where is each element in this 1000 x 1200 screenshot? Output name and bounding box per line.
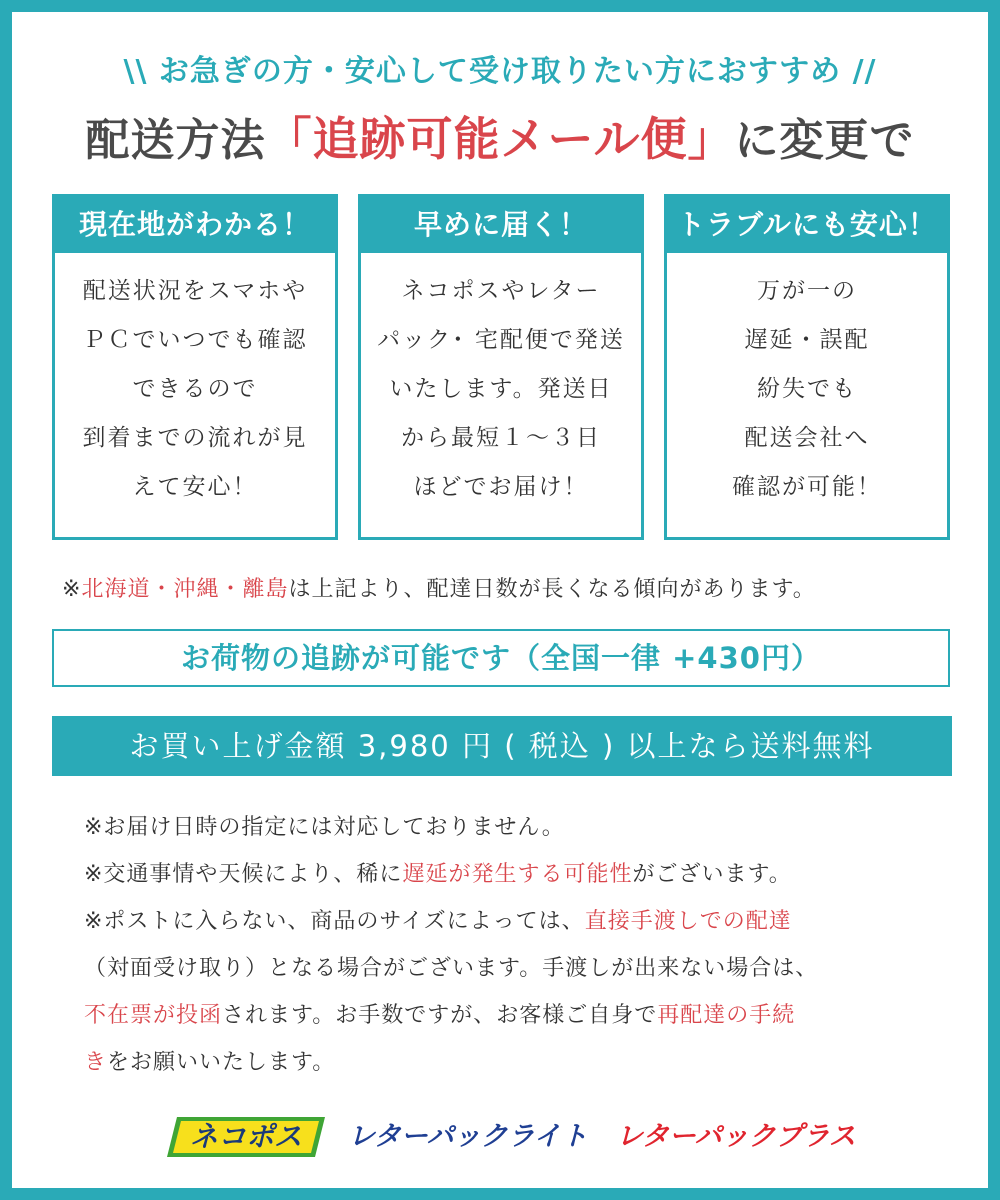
- region-note-text: は上記より、配達日数が長くなる傾向があります。: [288, 577, 816, 602]
- note-text: ※ポストに入らない、商品のサイズによっては、: [84, 909, 585, 934]
- feature-card-line: 到着までの流れが見: [82, 425, 308, 451]
- note-line: [84, 851, 934, 898]
- feature-card-title: トラブルにも安心！: [667, 197, 947, 253]
- feature-card-line: パック･ 宅配便で発送: [377, 327, 625, 353]
- feature-card-body: [361, 253, 641, 512]
- note-highlight: 再配達の手続: [657, 1003, 796, 1028]
- note-text: ※交通事情や天候により、稀に: [84, 862, 403, 887]
- note-highlight: 直接手渡しでの配達: [584, 909, 792, 934]
- note-highlight: 不在票が投函: [84, 1003, 223, 1028]
- feature-card-trouble: [664, 194, 950, 540]
- note-line: （対面受け取り）となる場合がございます。手渡しが出来ない場合は、: [84, 956, 819, 981]
- feature-card-line: ほどでお届け！: [413, 474, 589, 500]
- feature-card-line: 遅延・誤配: [744, 327, 870, 353]
- note-line: ※お届け日時の指定には対応しておりません。: [84, 815, 565, 840]
- feature-card-body: [667, 253, 947, 512]
- feature-card-line: ＰＣでいつでも確認: [82, 327, 308, 353]
- feature-card-line: えて安心！: [132, 474, 258, 500]
- note-highlight: 遅延が発生する可能性: [402, 862, 633, 887]
- note-line: [84, 1039, 934, 1086]
- note-line: [84, 898, 934, 945]
- headline-suffix: に変更で: [734, 115, 915, 166]
- tagline: \\ お急ぎの方・安心して受け取りたい方におすすめ //: [123, 54, 877, 89]
- feature-card-body: [55, 253, 335, 512]
- feature-card-line: から最短１～３日: [401, 425, 601, 451]
- feature-card-line: できるので: [132, 376, 258, 402]
- note-text: がございます。: [632, 862, 792, 887]
- nekopos-logo-text: ネコポス: [189, 1120, 302, 1153]
- note-highlight: き: [84, 1050, 108, 1075]
- headline: [0, 103, 1000, 169]
- note-text: されます。お手数ですが、お客様ご自身で: [222, 1003, 658, 1028]
- feature-card-line: 万が一の: [757, 278, 857, 304]
- feature-card-line: ネコポスやレター: [401, 278, 601, 304]
- letterpack-plus-logo: レターパックプラス: [616, 1121, 856, 1152]
- notes-block: [84, 804, 934, 1086]
- note-mark: ※: [62, 577, 82, 602]
- note-line: [84, 992, 934, 1039]
- letterpack-light-logo: レターパックライト: [348, 1121, 588, 1152]
- note-text: をお願いいたします。: [107, 1050, 336, 1075]
- feature-card-line: 紛失でも: [757, 376, 857, 402]
- feature-card-line: 配送状況をスマホや: [82, 278, 308, 304]
- feature-card-location: [52, 194, 338, 540]
- tracking-price-box: お荷物の追跡が可能です（全国一律 +430円）: [52, 629, 950, 687]
- free-shipping-banner: お買い上げ金額 3,980 円 ( 税込 ) 以上なら送料無料: [52, 716, 952, 776]
- feature-card-line: いたします。発送日: [389, 376, 613, 402]
- feature-card-line: 確認が可能！: [732, 474, 882, 500]
- region-note: [62, 572, 816, 603]
- feature-card-speed: [358, 194, 644, 540]
- region-highlight: 北海道・沖縄・離島: [81, 577, 289, 602]
- headline-accent: 「追跡可能メール便」: [265, 112, 735, 166]
- feature-card-line: 配送会社へ: [744, 425, 870, 451]
- headline-prefix: 配送方法: [85, 115, 266, 166]
- feature-card-title: 現在地がわかる！: [55, 197, 335, 253]
- nekopos-logo: [167, 1117, 325, 1157]
- feature-card-title: 早めに届く！: [361, 197, 641, 253]
